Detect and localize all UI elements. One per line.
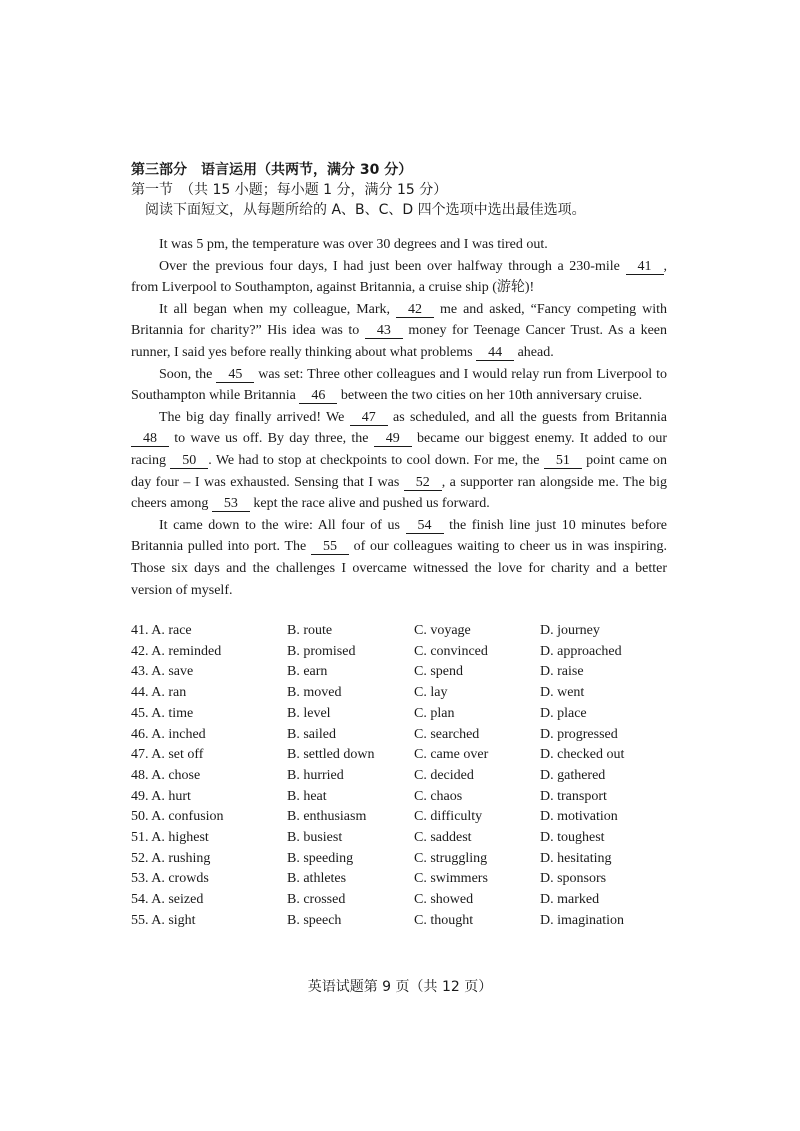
option-c: C. thought — [414, 912, 474, 928]
instruction-text: 阅读下面短文，从每题所给的 A、B、C、D 四个选项中选出最佳选项。 — [145, 202, 586, 218]
passage-text: as scheduled, and all the guests from Britannia — [387, 409, 667, 425]
passage-paragraph — [131, 515, 667, 601]
option-d: D. imagination — [540, 912, 624, 928]
option-b: B. athletes — [287, 871, 347, 887]
page-footer: 英语试题第 9 页（共 12 页） — [307, 979, 493, 995]
passage-text: money for Teenage Cancer Trust. As a keen runner, I said yes before really thinking about what problems — [131, 323, 668, 360]
blank-50: 50 — [170, 453, 208, 469]
blank-54: 54 — [406, 518, 444, 534]
option-a: 50. A. confusion — [131, 809, 224, 825]
blank-49: 49 — [374, 431, 412, 447]
option-a: 55. A. sight — [131, 912, 196, 928]
passage-paragraph — [131, 299, 667, 364]
option-d: D. marked — [540, 892, 600, 908]
option-d: D. went — [540, 685, 585, 701]
option-d: D. journey — [540, 623, 600, 639]
blank-45: 45 — [216, 367, 254, 383]
option-d: D. transport — [540, 788, 607, 804]
passage-paragraph — [131, 234, 667, 256]
option-a: 48. A. chose — [131, 767, 201, 783]
option-row — [131, 828, 667, 849]
option-b: B. speeding — [287, 850, 354, 866]
option-row — [131, 787, 667, 808]
passage-text: the finish line just 10 minutes before Britannia pulled into port. The — [131, 517, 667, 555]
option-b: B. earn — [287, 664, 328, 680]
option-d: D. approached — [540, 643, 622, 659]
option-c: C. came over — [414, 747, 489, 763]
passage-text: became our biggest enemy. It added to our racing — [131, 431, 667, 468]
option-c: C. convinced — [414, 643, 488, 659]
blank-44: 44 — [476, 345, 514, 361]
passage-text: The big day finally arrived! We — [159, 409, 350, 425]
option-c: C. chaos — [414, 788, 463, 804]
passage-text: to wave us off. By day three, the — [169, 431, 374, 447]
option-b: B. heat — [287, 788, 327, 804]
blank-52: 52 — [404, 475, 442, 491]
option-a: 46. A. inched — [131, 726, 206, 742]
cloze-passage — [131, 234, 667, 601]
option-row — [131, 683, 667, 704]
option-a: 45. A. time — [131, 705, 194, 721]
passage-text: It came down to the wire: All four of us — [159, 517, 406, 533]
passage-text: It all began when my colleague, Mark, — [159, 301, 397, 317]
option-c: C. decided — [414, 767, 474, 783]
option-d: D. toughest — [540, 829, 605, 845]
passage-text: point came on day four – I was exhausted. Sensing that I was — [131, 452, 668, 490]
option-a: 52. A. rushing — [131, 850, 211, 866]
blank-51: 51 — [544, 453, 582, 469]
option-d: D. place — [540, 705, 587, 721]
blank-47: 47 — [350, 410, 388, 426]
option-d: D. progressed — [540, 726, 618, 742]
option-row — [131, 890, 667, 911]
option-a: 54. A. seized — [131, 892, 204, 908]
option-a: 42. A. reminded — [131, 643, 222, 659]
option-row — [131, 621, 667, 642]
option-row — [131, 807, 667, 828]
option-b: B. level — [287, 705, 331, 721]
option-c: C. plan — [414, 705, 455, 721]
option-c: C. difficulty — [414, 809, 483, 825]
option-b: B. sailed — [287, 726, 336, 742]
blank-41: 41 — [626, 259, 664, 275]
option-b: B. crossed — [287, 892, 346, 908]
blank-53: 53 — [212, 496, 250, 512]
exam-page — [131, 160, 667, 931]
option-row — [131, 911, 667, 932]
option-d: D. gathered — [540, 767, 606, 783]
option-c: C. lay — [414, 685, 448, 701]
option-b: B. hurried — [287, 767, 344, 783]
passage-text: of our colleagues waiting to cheer us in was inspiring. Those six days and the challenges I overcame witnessed the love for charity and a better version of myself. — [131, 539, 668, 598]
passage-text: ahead. — [514, 344, 554, 360]
passage-text: , a supporter ran alongside me. The big cheers among — [131, 474, 667, 512]
option-c: C. saddest — [414, 829, 472, 845]
option-b: B. moved — [287, 685, 342, 701]
passage-text: Soon, the — [159, 366, 217, 382]
section-subtitle: 第一节 （共 15 小题；每小题 1 分，满分 15 分） — [131, 182, 448, 198]
option-c: C. showed — [414, 892, 474, 908]
passage-text: between the two cities on her 10th anniversary cruise. — [337, 388, 643, 404]
passage-text: It was 5 pm, the temperature was over 30 degrees and I was tired out. — [159, 237, 548, 252]
option-row — [131, 869, 667, 890]
blank-55: 55 — [311, 539, 349, 555]
passage-text: Over the previous four days, I had just been over halfway through a 230-mile — [159, 258, 626, 274]
option-d: D. raise — [540, 664, 584, 680]
option-d: D. hesitating — [540, 850, 612, 866]
option-row — [131, 766, 667, 787]
option-a: 44. A. ran — [131, 685, 187, 701]
option-a: 51. A. highest — [131, 829, 209, 845]
blank-43: 43 — [365, 323, 403, 339]
option-row — [131, 662, 667, 683]
option-row — [131, 704, 667, 725]
passage-paragraph — [131, 364, 667, 407]
option-a: 49. A. hurt — [131, 788, 191, 804]
passage-text: kept the race alive and pushed us forward. — [249, 496, 490, 512]
options-table — [131, 621, 667, 931]
option-c: C. spend — [414, 664, 463, 680]
option-row — [131, 642, 667, 663]
blank-42: 42 — [396, 302, 434, 318]
option-a: 41. A. race — [131, 623, 192, 639]
passage-text: , from Liverpool to Southampton, against Britannia, a cruise ship (游轮)! — [131, 258, 667, 296]
section-title: 第三部分 语言运用（共两节，满分 30 分） — [131, 162, 413, 178]
option-d: D. checked out — [540, 747, 625, 763]
option-c: C. swimmers — [414, 871, 488, 887]
option-row — [131, 725, 667, 746]
option-c: C. struggling — [414, 850, 488, 866]
option-a: 53. A. crowds — [131, 871, 209, 887]
option-b: B. settled down — [287, 747, 375, 763]
option-b: B. promised — [287, 643, 356, 659]
option-c: C. voyage — [414, 623, 471, 639]
blank-48: 48 — [131, 431, 169, 447]
option-b: B. speech — [287, 912, 342, 928]
passage-text: . We had to stop at checkpoints to cool down. For me, the — [208, 452, 544, 468]
passage-paragraph — [131, 256, 667, 299]
passage-paragraph — [131, 407, 667, 515]
option-b: B. enthusiasm — [287, 809, 367, 825]
option-a: 47. A. set off — [131, 747, 204, 763]
option-row — [131, 849, 667, 870]
option-d: D. sponsors — [540, 871, 607, 887]
option-row — [131, 745, 667, 766]
option-b: B. busiest — [287, 829, 343, 845]
option-d: D. motivation — [540, 809, 618, 825]
blank-46: 46 — [299, 388, 337, 404]
passage-text: was set: Three other colleagues and I would relay run from Liverpool to Southampton while Britannia — [131, 366, 668, 404]
passage-text: me and asked, “Fancy competing with Britannia for charity?” His idea was to — [131, 301, 668, 339]
option-b: B. route — [287, 623, 333, 639]
option-a: 43. A. save — [131, 664, 194, 680]
option-c: C. searched — [414, 726, 480, 742]
